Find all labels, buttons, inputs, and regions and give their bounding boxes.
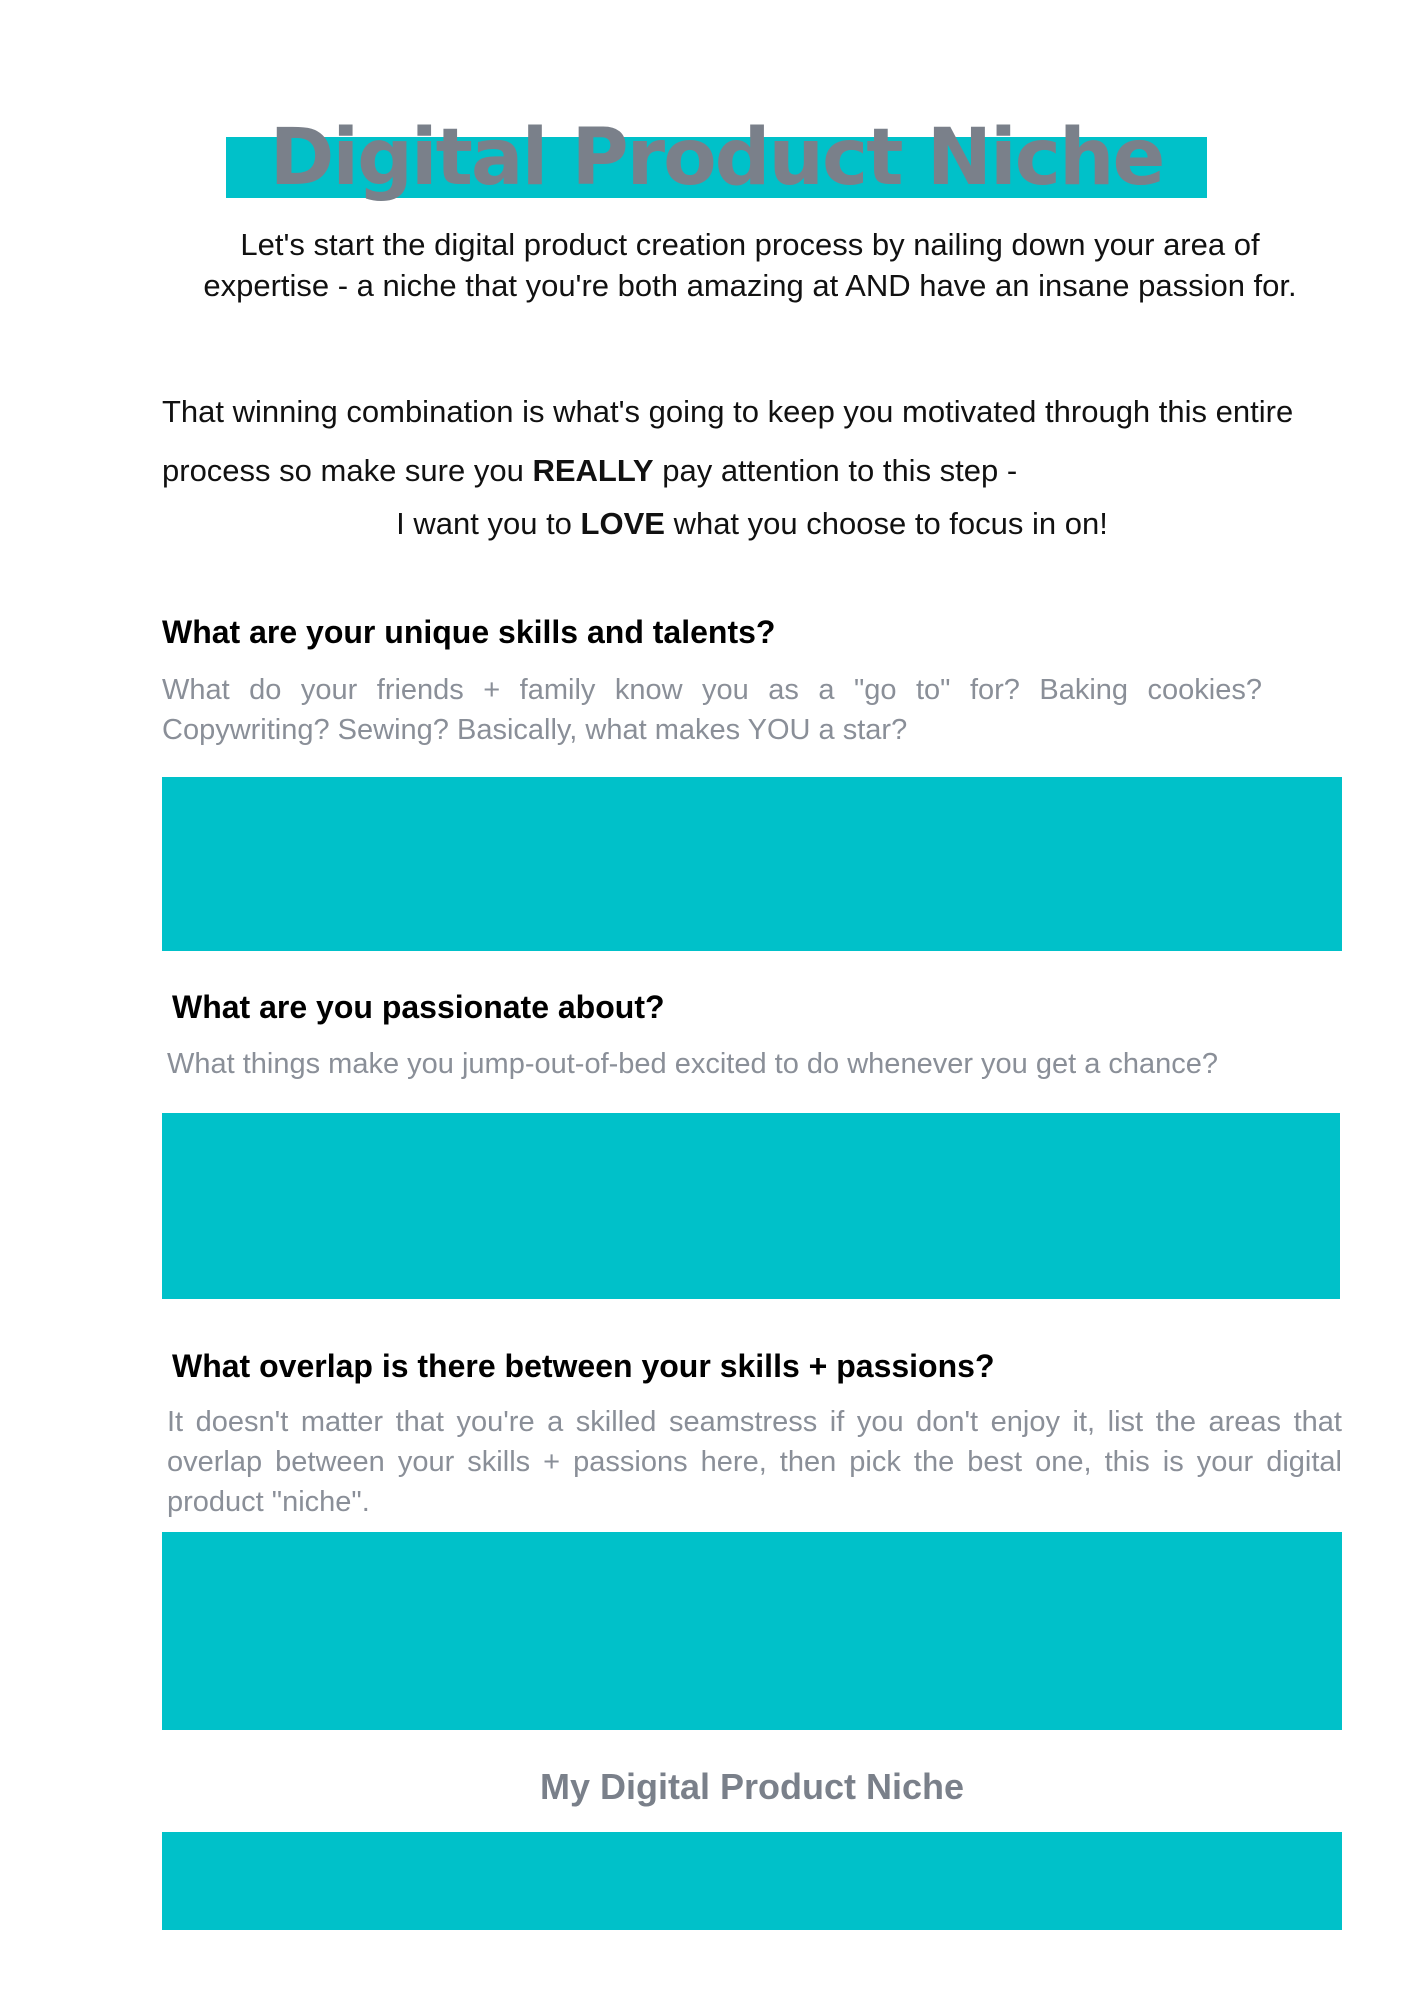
page-title: Digital Product Niche (269, 113, 1164, 203)
motivation-paragraph (162, 382, 1342, 500)
love-emphasis: LOVE (580, 506, 665, 541)
love-text-before: I want you to (396, 506, 581, 541)
niche-label: My Digital Product Niche (539, 1766, 965, 1807)
skills-answer-box[interactable] (162, 777, 1342, 951)
skills-description: What do your friends + family know you as a "go to" for? Baking cookies? Copywriting? Sewing? Basically, what makes YOU a star? (162, 674, 1262, 746)
overlap-heading: What overlap is there between your skills + passions? (172, 1348, 995, 1384)
motivation-text-before: That winning combination is what's going to keep you motivated through this entire process so make sure you (162, 394, 1294, 488)
intro-paragraph: Let's start the digital product creation process by nailing down your area of expertise - a niche that you're both amazing at AND have an insane passion for. (203, 227, 1297, 303)
motivation-text-after: pay attention to this step - (653, 453, 1018, 488)
passions-heading: What are you passionate about? (172, 989, 665, 1025)
skills-heading: What are your unique skills and talents? (162, 614, 776, 650)
passions-description: What things make you jump-out-of-bed excited to do whenever you get a chance? (167, 1048, 1219, 1080)
love-text-after: what you choose to focus in on! (664, 506, 1108, 541)
love-line (162, 500, 1342, 548)
overlap-answer-box[interactable] (162, 1532, 1342, 1730)
niche-answer-box[interactable] (162, 1832, 1342, 1930)
overlap-description: It doesn't matter that you're a skilled seamstress if you don't enjoy it, list the areas that overlap between your skills + passions here, then pick the best one, this is your digital product "niche". (167, 1406, 1342, 1518)
motivation-emphasis: REALLY (532, 453, 654, 488)
passions-answer-box[interactable] (162, 1113, 1340, 1299)
